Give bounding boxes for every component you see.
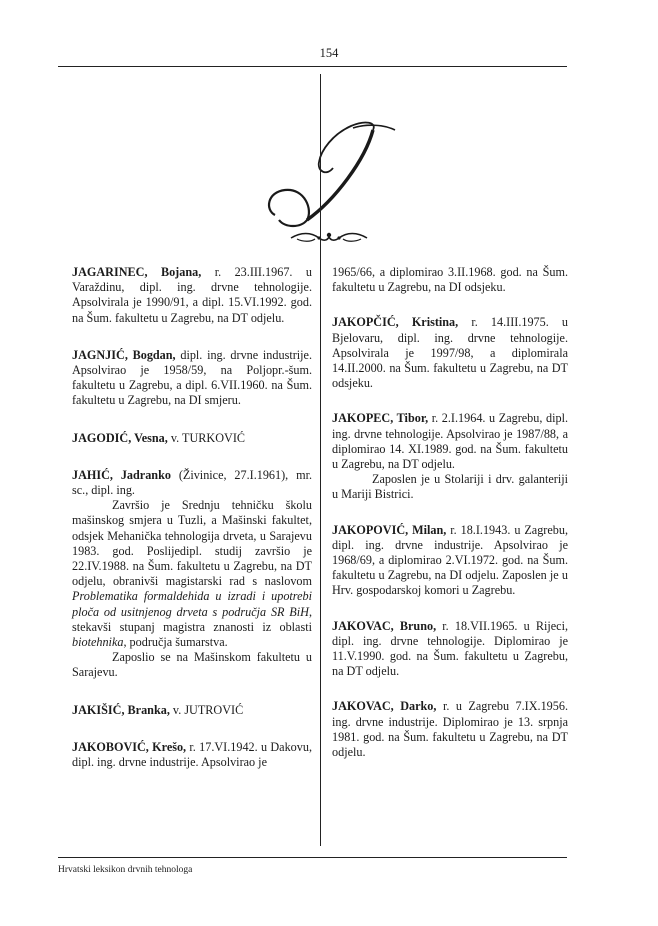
entry-paragraph-cont: , stekavši stupanj magistra znanosti iz oblasti — [72, 604, 312, 634]
entry-text: r. 18.I.1943. u Zagrebu, dipl. ing. drvne industrije. Apsolvirao je 1968/69, a diplomirao 2.VI.1972. god. na Šum. fakultetu u Zagrebu, na DI odjelu. Zaposlen je u Hrv. gospodarskoj komori u Zagrebu. — [332, 522, 568, 598]
entry-text: r. 18.VII.1965. u Rijeci, dipl. ing. drvne tehnologije. Diplomirao je 11.V.1990. god. na Šum. fakultetu u Zagrebu, na DT odjelu. — [332, 618, 569, 679]
entry-jakisic — [72, 703, 312, 718]
entry-text: r. 14.III.1975. u Bjelovaru, dipl. ing. drvne tehnologije. Apsolvirala je 1997/98, a diplomirala 14.II.2000. na Šum. fakultetu u Zagrebu, na DT odsjeku. — [332, 315, 569, 391]
entry-jahic — [72, 468, 312, 681]
thesis-title: Problematika formaldehida u izradi i upotrebi ploča od usitnjenog drveta s područja SR BiH — [72, 589, 312, 619]
entry-headword: JAHIĆ, Jadranko — [72, 467, 171, 482]
entry-headword: JAKOBOVIĆ, Krešo, — [72, 739, 187, 754]
entry-text: (Živinice, 27.I.1961), mr. sc., dipl. ing. — [72, 467, 313, 498]
entry-paragraph: Završio je Srednju tehničku školu mašinskog smjera u Tuzli, a Mašinski fakultet, odsjek Mehanička tehnologija drveta, u Sarajevu 1983. god. Poslijedipl. studij završio je 22.IV.1988. na Šum. fakultetu u Zagrebu, na DT odjelu, obranivši magistarski rad s naslovom — [72, 498, 312, 589]
entry-paragraph: Zaposlio se na Mašinskom fakultetu u Sarajevu. — [72, 650, 312, 680]
entry-text: r. 17.VI.1942. u Dakovu, dipl. ing. drvne industrije. Apsolvirao je — [72, 739, 312, 770]
entry-paragraph-end: , područja šumarstva. — [123, 635, 228, 650]
left-column — [72, 265, 312, 770]
entry-headword: JAGNJIĆ, Bogdan, — [72, 347, 176, 362]
entry-text: dipl. ing. drvne industrije. Apsolvirao je 1958/59, na Poljopr.-šum. fakultetu u Zagrebu, a dipl. 6.VII.1960. na Šum. fakultetu u Zagrebu, na DI smjeru. — [72, 347, 312, 408]
flourish-ornament-icon — [289, 230, 369, 244]
entry-text: r. 23.III.1967. u Varaždinu, dipl. ing. drvne tehnologije. Apsolvirala je 1990/91, a dipl. 15.VI.1992. god. na Šum. fakultetu u Zagrebu, na DT odjelu. — [72, 265, 313, 325]
entry-jagarinec — [72, 265, 312, 326]
entry-headword: JAGODIĆ, Vesna, — [72, 430, 168, 445]
footer-rule — [58, 857, 567, 858]
entry-jagodic — [72, 431, 312, 446]
entry-jakobovic — [72, 740, 312, 770]
entry-jakovac-bruno — [332, 619, 568, 680]
entry-headword: JAKOVAC, Bruno, — [332, 618, 437, 633]
entry-headword: JAKOPČIĆ, Kristina, — [332, 315, 459, 330]
entry-jakopovic — [332, 523, 568, 599]
entry-headword: JAKOPOVIĆ, Milan, — [332, 522, 447, 537]
page-number: 154 — [319, 46, 339, 60]
entry-headword: JAKIŠIĆ, Branka, — [72, 702, 170, 717]
header-rule — [58, 66, 567, 67]
entry-jakopcic — [332, 315, 568, 391]
entry-text: v. JUTROVIĆ — [172, 702, 244, 717]
field-name: biotehnika — [72, 635, 124, 650]
entry-jakopec — [332, 411, 568, 502]
entry-headword: JAGARINEC, Bojana, — [72, 265, 202, 279]
entry-text: 1965/66, a diplomirao 3.II.1968. god. na Šum. fakultetu u Zagrebu, na DI odsjeku. — [332, 265, 568, 295]
entry-text: r. u Zagrebu 7.IX.1956. ing. drvne industrije. Diplomirao je 13. srpnja 1981. god. na Šum. fakultetu u Zagrebu, na DT odjelu. — [332, 699, 568, 760]
entry-headword: JAKOPEC, Tibor, — [332, 411, 429, 426]
entry-paragraph: Zaposlen je u Stolariji i drv. galanteriji u Mariji Bistrici. — [332, 472, 568, 502]
entry-jakovac-darko — [332, 699, 568, 760]
column-divider — [320, 74, 321, 846]
right-column — [332, 265, 568, 760]
footer-title: Hrvatski leksikon drvnih tehnologa — [58, 865, 193, 875]
decorative-letter-j-icon — [255, 120, 405, 230]
entry-jakobovic-continued — [332, 265, 568, 295]
entry-jagnjic — [72, 348, 312, 409]
entry-text: r. 2.I.1964. u Zagrebu, dipl. ing. drvne tehnologije. Apsolvirao je 1987/88, a diplomirao 14. XI.1989. god. na Šum. fakultetu u Zagrebu, na DT odjelu. — [332, 411, 569, 472]
entry-text: v. TURKOVIĆ — [170, 430, 246, 445]
entry-headword: JAKOVAC, Darko, — [332, 699, 437, 714]
